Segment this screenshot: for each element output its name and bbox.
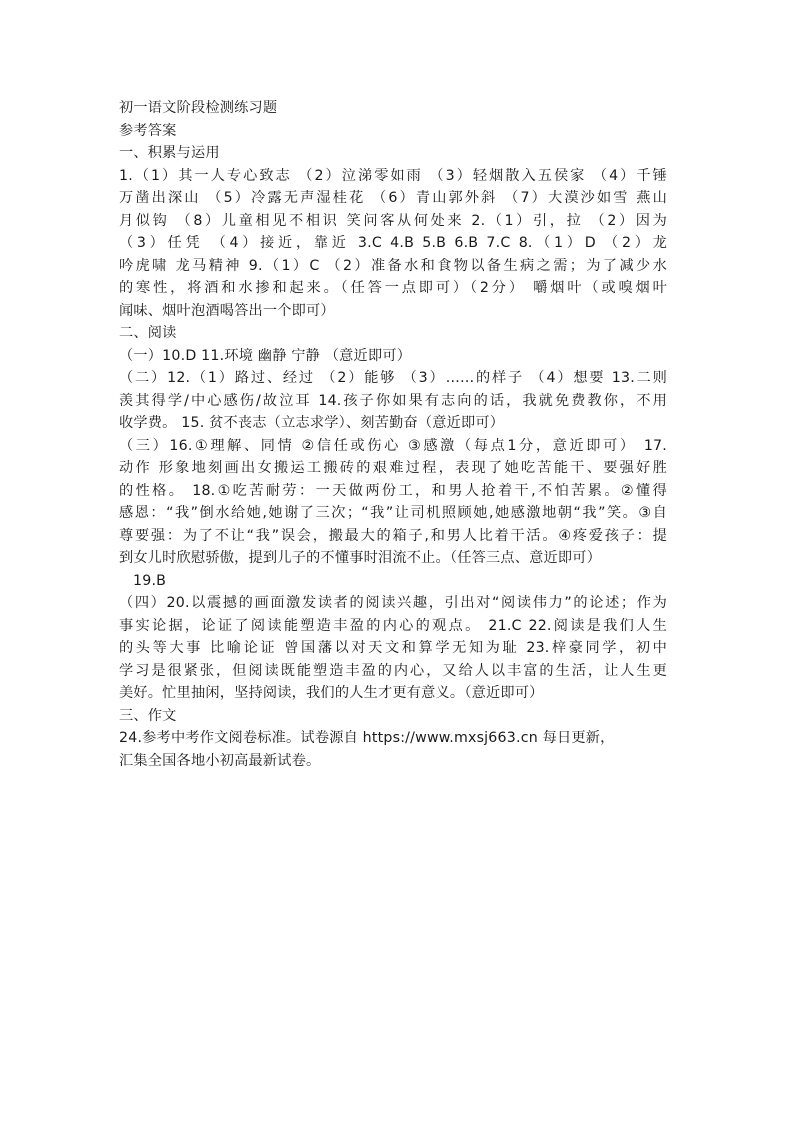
document-subtitle: 参考答案 <box>119 122 177 139</box>
section-heading-composition: 三、作文 <box>119 707 177 724</box>
answer-line: 事实论据，论证了阅读能塑造丰盈的内心的观点。 21.C 22.阅读是我们人生 <box>119 617 667 634</box>
answer-line: （3）任凭 （4）接近，靠近 3.C 4.B 5.B 6.B 7.C 8.（1）D （2）龙 <box>119 235 667 251</box>
answer-line: （四）20.以震撼的画面激发读者的阅读兴趣，引出对“阅读伟力”的论述；作为 <box>119 595 667 611</box>
answer-line: 万凿出深山 （5）冷露无声湿桂花 （6）青山郭外斜 （7）大漠沙如雪 燕山 <box>119 190 667 206</box>
answer-line: 的头等大事 比喻论证 曾国藩以对天文和算学无知为耻 23.梓豪同学，初中 <box>119 640 667 656</box>
answer-line: 闻味、烟叶泡酒喝答出一个即可） <box>119 302 335 319</box>
answer-line: 感恩：“我”倒水给她,她谢了三次；“我”让司机照顾她,她感激地朝“我”笑。③自 <box>119 505 667 521</box>
answer-line: 美好。忙里抽闲，坚持阅读，我们的人生才更有意义。（意近即可） <box>119 685 544 701</box>
answer-line: （一）10.D 11.环境 幽静 宁静 （意近即可） <box>119 347 412 364</box>
answer-line: （二）12.（1）路过、经过 （2）能够 （3）……的样子 （4）想要 13.二则 <box>119 370 667 386</box>
answer-line: 尊要强：为了不让“我”误会，搬最大的箱子,和男人比着干活。④疼爱孩子：提 <box>119 527 667 544</box>
answer-line: 19.B <box>133 572 167 589</box>
answer-line: 的性格。 18.①吃苦耐劳：一天做两份工，和男人抢着干,不怕苦累。②懂得 <box>119 482 667 499</box>
answer-line: 到女儿时欣慰骄傲，提到儿子的不懂事时泪流不止。（任答三点、意近即可） <box>119 550 602 566</box>
composition-note-line: 汇集全国各地小初高最新试卷。 <box>119 752 321 769</box>
answer-line: 月似钩 （8）儿童相见不相识 笑问客从何处来 2.（1）引，拉 （2）因为 <box>119 212 667 229</box>
answer-line: 1.（1）其一人专心致志 （2）泣涕零如雨 （3）轻烟散入五侯家 （4）千锤 <box>119 167 667 184</box>
answer-line: 的寒性，将酒和水掺和起来。（任答一点即可）（2分） 嚼烟叶（或嗅烟叶 <box>119 280 667 296</box>
answer-line: 吟虎啸 龙马精神 9.（1）C （2）准备水和食物以备生病之需；为了减少水 <box>119 257 667 274</box>
answer-line: 收学费。 15. 贫不丧志（立志求学）、刻苦勤奋（意近即可） <box>119 415 505 431</box>
answer-line: 羡其得学/中心感伤/故泣耳 14.孩子你如果有志向的话，我就免费教你，不用 <box>119 392 667 409</box>
answer-line: （三）16.①理解、同情 ②信任或伤心 ③感激（每点1分，意近即可） 17. <box>119 437 667 454</box>
composition-source-line: 24.参考中考作文阅卷标准。试卷源自 https://www.mxsj663.cn 每日更新， <box>119 730 615 746</box>
section-heading-reading: 二、阅读 <box>119 325 177 341</box>
document-title: 初一语文阶段检测练习题 <box>119 100 278 116</box>
answer-line: 学习是很紧张，但阅读既能塑造丰盈的内心，又给人以丰富的生活，让人生更 <box>119 662 667 679</box>
section-heading-accumulation: 一、积累与运用 <box>119 145 220 161</box>
answer-document <box>119 97 667 772</box>
answer-line: 动作 形象地刻画出女搬运工搬砖的艰难过程，表现了她吃苦能干、要强好胜 <box>119 460 667 476</box>
